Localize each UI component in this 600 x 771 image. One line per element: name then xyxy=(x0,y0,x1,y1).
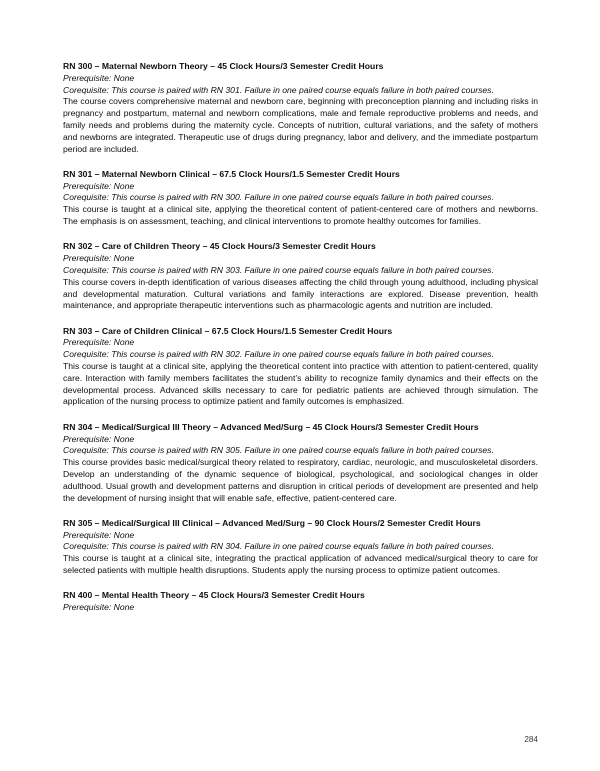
course-title: RN 301 – Maternal Newborn Clinical – 67.5 Clock Hours/1.5 Semester Credit Hours xyxy=(63,168,400,179)
course-title: RN 303 – Care of Children Clinical – 67.5 Clock Hours/1.5 Semester Credit Hours xyxy=(63,325,393,336)
course-entry xyxy=(63,326,538,409)
course-corequisite: Corequisite: This course is paired with RN 300. Failure in one paired course equals failure in both paired courses. xyxy=(63,192,494,203)
course-corequisite: Corequisite: This course is paired with RN 305. Failure in one paired course equals failure in both paired courses. xyxy=(63,445,494,456)
course-corequisite: Corequisite: This course is paired with RN 302. Failure in one paired course equals failure in both paired courses. xyxy=(63,349,494,360)
course-prerequisite: Prerequisite: None xyxy=(63,602,135,613)
course-title: RN 304 – Medical/Surgical III Theory – Advanced Med/Surg – 45 Clock Hours/3 Semester Credit Hours xyxy=(63,421,479,432)
course-entry xyxy=(63,590,538,614)
course-prerequisite: Prerequisite: None xyxy=(63,337,135,348)
course-prerequisite: Prerequisite: None xyxy=(63,180,135,191)
course-entry xyxy=(63,61,538,155)
course-corequisite: Corequisite: This course is paired with RN 301. Failure in one paired course equals failure in both paired courses. xyxy=(63,84,494,95)
course-title: RN 300 – Maternal Newborn Theory – 45 Clock Hours/3 Semester Credit Hours xyxy=(63,61,384,71)
course-description: This course is taught at a clinical site, integrating the practical application of advanced medical/surgical theory to care for selected patients with multiple health disruptions. Students apply the nursing process to optimize patient outcomes. xyxy=(63,553,538,575)
course-description: This course is taught at a clinical site, applying the theoretical content of patient-centered care of mothers and newborns. The emphasis is on assessment, teaching, and clinical interventions to promote healthy outcomes for families. xyxy=(63,204,538,227)
page-number: 284 xyxy=(524,735,538,744)
course-prerequisite: Prerequisite: None xyxy=(63,72,135,83)
course-prerequisite: Prerequisite: None xyxy=(63,433,135,444)
course-title: RN 302 – Care of Children Theory – 45 Clock Hours/3 Semester Credit Hours xyxy=(63,241,376,252)
course-description: The course covers comprehensive maternal and newborn care, beginning with preconception planning and including risks in pregnancy and postpartum, maternal and newborn complications, male and female reproductive problems and needs, and family needs and problems during the maternity cycle. Concepts of nutrition, cultural variations, and the safety of mothers and newborns are integrated. Therapeutic use of drugs during pregnancy, labor and delivery, and the immediate postpartum period are included. xyxy=(63,96,538,154)
course-description: This course provides basic medical/surgical theory related to respiratory, cardiac, neurologic, and musculoskeletal disorders. Develop an understanding of the dynamic sequence of biological, psychological, and sociological changes in older adulthood. Usual growth and development patterns and disruption in critical periods of development are presented and help the development of nursing insight that will enable safe, effective, patient-centered care. xyxy=(63,457,538,503)
course-description: This course is taught at a clinical site, applying the theoretical content into practice with attention to patient-centered, quality care. Interaction with family members facilitates the student’s ability to recognize family dynamics and their effects on the developmental process. Advanced skills necessary to care for pediatric patients are achieved through simulation. The application of the nursing process to optimize patient and family outcomes is emphasized. xyxy=(63,361,538,407)
course-corequisite: Corequisite: This course is paired with RN 304. Failure in one paired course equals failure in both paired courses. xyxy=(63,541,494,552)
course-entry xyxy=(63,169,538,228)
course-entry xyxy=(63,422,538,505)
course-catalog-body xyxy=(63,61,538,614)
course-corequisite: Corequisite: This course is paired with RN 303. Failure in one paired course equals failure in both paired courses. xyxy=(63,264,494,275)
course-title: RN 305 – Medical/Surgical III Clinical – Advanced Med/Surg – 90 Clock Hours/2 Semester Credit Hours xyxy=(63,517,481,528)
course-prerequisite: Prerequisite: None xyxy=(63,529,135,540)
course-title: RN 400 – Mental Health Theory – 45 Clock Hours/3 Semester Credit Hours xyxy=(63,590,365,601)
course-entry xyxy=(63,518,538,577)
course-description: This course covers in-depth identification of various diseases affecting the child through young adulthood, including physical and developmental maturation. Cultural variations and family interactions are explored. Disease prevention, health maintenance, and appropriate therapeutic interventions such as pharmacologic agents and nutrition are included. xyxy=(63,276,538,311)
course-prerequisite: Prerequisite: None xyxy=(63,253,135,264)
course-entry xyxy=(63,241,538,312)
